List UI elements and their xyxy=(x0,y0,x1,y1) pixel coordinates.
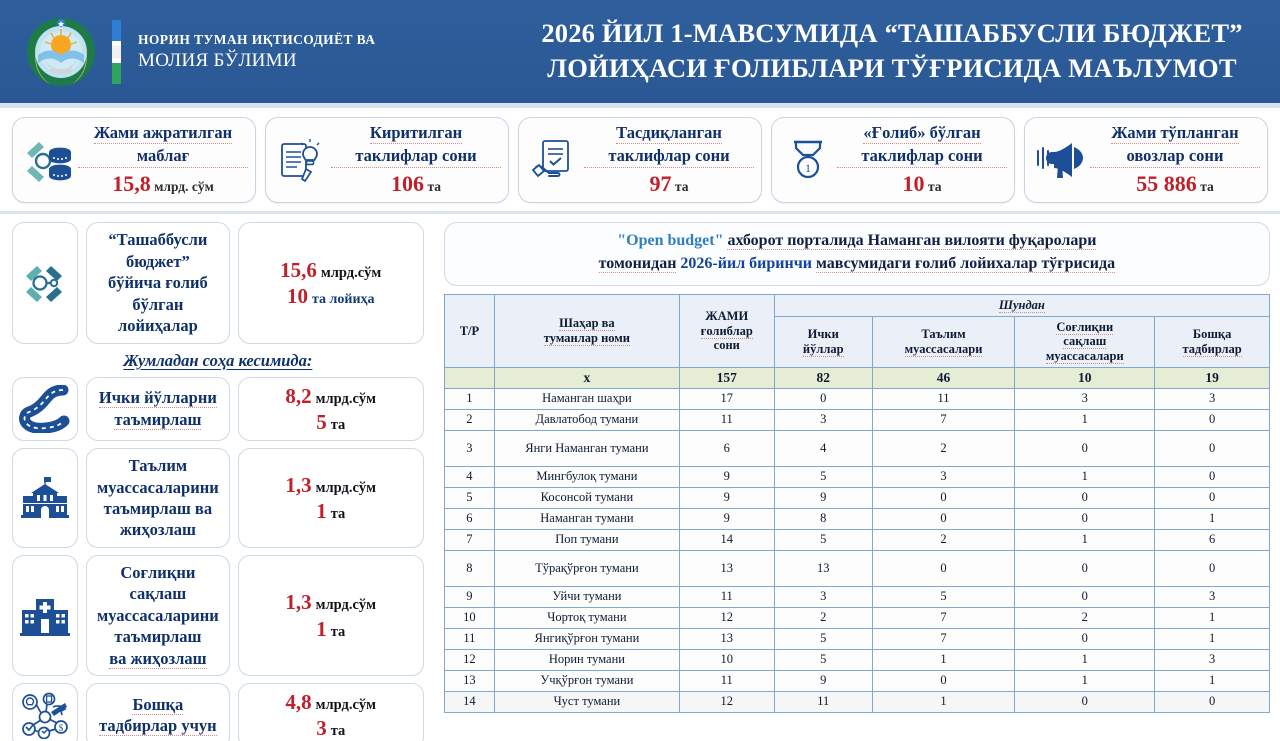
headline-amount-unit: млрд.сўм xyxy=(320,264,382,281)
svg-text:$: $ xyxy=(58,723,64,734)
sector-amount: 8,2 xyxy=(285,383,312,408)
cell-total: 6 xyxy=(679,430,774,466)
budget-shapes-icon xyxy=(12,222,78,343)
cell-education: 7 xyxy=(872,628,1015,649)
cell-district-name: Янги Наманган тумани xyxy=(495,430,680,466)
cell-roads: 5 xyxy=(774,628,872,649)
org-line-1: НОРИН ТУМАН ИҚТИСОДИЁТ ВА xyxy=(138,31,376,47)
cell-health: 0 xyxy=(1015,487,1155,508)
kpi-value: 97 xyxy=(649,170,672,196)
cell-district-name: Мингбулоқ тумани xyxy=(495,466,680,487)
cell-roads: 5 xyxy=(774,466,872,487)
sector-count: 3 xyxy=(316,716,327,741)
cell-education: 7 xyxy=(872,409,1015,430)
kpi-unit: та xyxy=(927,178,942,194)
cell-district-name: Чуст тумани xyxy=(495,691,680,712)
th-other-measures: Бошқа тадбирлар xyxy=(1155,316,1270,367)
cell-health: 1 xyxy=(1015,529,1155,550)
cell-tr: 4 xyxy=(444,466,494,487)
sector-label-line-1: Соғлиқни сақлаш xyxy=(120,562,196,604)
kpi-value-row xyxy=(1090,171,1260,198)
kpi-value-row xyxy=(78,171,248,198)
kpi-label-line-1: Жами тўпланган xyxy=(1111,123,1239,142)
sector-values-health xyxy=(238,555,424,676)
kpi-value: 15,8 xyxy=(112,170,151,196)
kpi-card-total-votes xyxy=(1024,117,1268,203)
banner-year: 2026-йил биринчи xyxy=(680,255,812,273)
table-row[interactable] xyxy=(444,466,1269,487)
cell-district-name: Поп тумани xyxy=(495,529,680,550)
cell-tr: 6 xyxy=(444,508,494,529)
headline-line-1: “Ташаббусли бюджет” xyxy=(108,230,208,271)
cell-roads: 5 xyxy=(774,649,872,670)
cell-total: 17 xyxy=(679,388,774,409)
kpi-label-line-2: таклифлар сони xyxy=(837,146,1007,168)
svg-text:1: 1 xyxy=(805,161,811,176)
banner-text-2b: мавсумидаги ғолиб лойихалар тўғрисида xyxy=(815,255,1116,273)
th-tr: Т/Р xyxy=(444,294,494,367)
kpi-text xyxy=(331,123,501,197)
sector-row-education xyxy=(12,448,424,548)
document-pencil-idea-icon xyxy=(273,137,331,183)
winners-table xyxy=(444,294,1270,713)
cell-other: 0 xyxy=(1155,430,1270,466)
kpi-text xyxy=(837,123,1007,197)
left-headline-values xyxy=(238,222,424,343)
kpi-card-total-funds xyxy=(12,117,256,203)
kpi-text xyxy=(584,123,754,197)
network-ideas-icon xyxy=(12,683,78,741)
kpi-value: 10 xyxy=(902,170,925,196)
th-education-institutions: Таълим муассасалари xyxy=(872,316,1015,367)
sector-amount: 4,8 xyxy=(285,690,312,715)
table-row[interactable] xyxy=(444,409,1269,430)
sector-label-text: Бошқа тадбирлар учун xyxy=(99,694,217,736)
kpi-strip xyxy=(0,108,1280,211)
th-group-shundan: Шундан xyxy=(774,294,1269,316)
kpi-label-line-1: «Ғолиб» бўлган xyxy=(863,123,981,142)
cell-district-name: Тўрақўрғон тумани xyxy=(495,550,680,586)
th-internal-roads: Ички йўллар xyxy=(774,316,872,367)
cell-education: 0 xyxy=(872,550,1015,586)
cell-tr: 8 xyxy=(444,550,494,586)
cell-total: 11 xyxy=(679,586,774,607)
cell-other: 6 xyxy=(1155,529,1270,550)
cell-health: 0 xyxy=(1015,430,1155,466)
table-total-row xyxy=(444,367,1269,388)
cell-district-name: Янгиқўрғон тумани xyxy=(495,628,680,649)
sector-label-line-2: муассасаларини таъмирлаш xyxy=(97,605,219,647)
table-row[interactable] xyxy=(444,487,1269,508)
cell-education: 3 xyxy=(872,466,1015,487)
cell-education: 11 xyxy=(872,388,1015,409)
banner-text-2a: томонидан xyxy=(598,255,677,273)
total-total: 157 xyxy=(679,367,774,388)
cell-education: 0 xyxy=(872,487,1015,508)
cell-other: 3 xyxy=(1155,388,1270,409)
sector-count: 1 xyxy=(316,616,327,641)
cell-education: 2 xyxy=(872,529,1015,550)
table-row[interactable] xyxy=(444,628,1269,649)
cell-health: 3 xyxy=(1015,388,1155,409)
th-district-name: Шаҳар ва туманлар номи xyxy=(495,294,680,367)
left-headline-row xyxy=(12,222,424,343)
cell-roads: 2 xyxy=(774,607,872,628)
coins-money-icon xyxy=(20,137,78,183)
cell-other: 1 xyxy=(1155,607,1270,628)
cell-roads: 4 xyxy=(774,430,872,466)
table-row[interactable] xyxy=(444,508,1269,529)
cell-other: 3 xyxy=(1155,649,1270,670)
cell-other: 0 xyxy=(1155,466,1270,487)
sector-values-other xyxy=(238,683,424,741)
cell-district-name: Норин тумани xyxy=(495,649,680,670)
cell-total: 11 xyxy=(679,670,774,691)
left-headline-text xyxy=(86,222,230,343)
cell-roads: 9 xyxy=(774,670,872,691)
headline-count-unit: та лойиҳа xyxy=(311,292,375,308)
megaphone-icon xyxy=(1032,138,1090,182)
headline-amount-line xyxy=(280,257,381,283)
sector-amount: 1,3 xyxy=(285,472,312,497)
sector-values-roads xyxy=(238,377,424,442)
cell-health: 0 xyxy=(1015,628,1155,649)
road-icon xyxy=(12,377,78,442)
cell-health: 2 xyxy=(1015,607,1155,628)
cell-health: 1 xyxy=(1015,409,1155,430)
sector-amount-unit: млрд.сўм xyxy=(315,479,377,496)
cell-total: 9 xyxy=(679,487,774,508)
kpi-value: 55 886 xyxy=(1136,170,1197,196)
kpi-text xyxy=(78,123,248,197)
kpi-value-row xyxy=(331,171,501,198)
banner-text-1: ахборот порталида Наманган вилояти фуқаролари xyxy=(727,232,1097,250)
cell-total: 14 xyxy=(679,529,774,550)
cell-district-name: Уйчи тумани xyxy=(495,586,680,607)
cell-other: 0 xyxy=(1155,550,1270,586)
sector-label-line-1: Таълим муассасаларини xyxy=(97,456,219,497)
cell-other: 3 xyxy=(1155,586,1270,607)
cell-other: 1 xyxy=(1155,508,1270,529)
table-row[interactable] xyxy=(444,691,1269,712)
page-title xyxy=(520,16,1264,86)
table-row[interactable] xyxy=(444,607,1269,628)
total-name: x xyxy=(495,367,680,388)
kpi-text xyxy=(1090,123,1260,197)
sector-count: 5 xyxy=(316,409,327,434)
headline-line-2: бўйича ғолиб бўлган лойиҳалар xyxy=(108,273,208,336)
cell-total: 13 xyxy=(679,628,774,649)
cell-tr: 1 xyxy=(444,388,494,409)
headline-count: 10 xyxy=(286,284,308,309)
cell-roads: 3 xyxy=(774,409,872,430)
table-header-group-row xyxy=(444,294,1269,316)
cell-education: 7 xyxy=(872,607,1015,628)
sector-amount: 1,3 xyxy=(285,590,312,615)
cell-roads: 9 xyxy=(774,487,872,508)
open-budget-banner xyxy=(444,222,1270,285)
cell-health: 0 xyxy=(1015,550,1155,586)
medal-award-icon xyxy=(779,136,837,184)
cell-district-name: Чортоқ тумани xyxy=(495,607,680,628)
kpi-label-line-2: маблағ xyxy=(78,146,248,168)
sector-row-other xyxy=(12,683,424,741)
kpi-unit: млрд. сўм xyxy=(154,178,214,194)
total-health: 10 xyxy=(1015,367,1155,388)
cell-tr: 11 xyxy=(444,628,494,649)
cell-other: 1 xyxy=(1155,670,1270,691)
cell-district-name: Наманган тумани xyxy=(495,508,680,529)
cell-health: 0 xyxy=(1015,691,1155,712)
cell-education: 2 xyxy=(872,430,1015,466)
cell-health: 0 xyxy=(1015,508,1155,529)
sector-breakdown-note: Жумладан соҳа кесимида: xyxy=(123,350,313,370)
sector-row-health xyxy=(12,555,424,676)
cell-district-name: Наманган шаҳри xyxy=(495,388,680,409)
cell-health: 0 xyxy=(1015,586,1155,607)
cell-education: 1 xyxy=(872,649,1015,670)
kpi-card-approved-proposals xyxy=(518,117,762,203)
headline-amount: 15,6 xyxy=(280,257,317,282)
cell-tr: 9 xyxy=(444,586,494,607)
cell-education: 0 xyxy=(872,670,1015,691)
table-row[interactable] xyxy=(444,649,1269,670)
total-tr xyxy=(444,367,494,388)
emblem-wrap xyxy=(24,15,98,89)
table-row[interactable] xyxy=(444,529,1269,550)
cell-total: 12 xyxy=(679,607,774,628)
kpi-label-line-2: таклифлар сони xyxy=(584,146,754,168)
cell-roads: 3 xyxy=(774,586,872,607)
sector-label-roads xyxy=(86,377,230,442)
cell-tr: 13 xyxy=(444,670,494,691)
cell-total: 9 xyxy=(679,466,774,487)
right-panel xyxy=(434,214,1280,737)
th-total-winners: ЖАМИ ғолиблар сони xyxy=(679,294,774,367)
cell-district-name: Давлатобод тумани xyxy=(495,409,680,430)
headline-count-line xyxy=(287,283,375,309)
kpi-value: 106 xyxy=(390,170,424,196)
cell-roads: 0 xyxy=(774,388,872,409)
hospital-icon xyxy=(12,555,78,676)
sector-count-unit: та xyxy=(330,723,346,740)
sector-count-unit: та xyxy=(330,416,346,433)
kpi-label-line-1: Жами ажратилган xyxy=(93,123,233,142)
sector-count-unit: та xyxy=(330,623,346,640)
org-line-2: МОЛИЯ БЎЛИМИ xyxy=(138,50,297,72)
kpi-unit: та xyxy=(674,178,689,194)
cell-total: 11 xyxy=(679,409,774,430)
total-education: 46 xyxy=(872,367,1015,388)
cell-other: 0 xyxy=(1155,487,1270,508)
kpi-value-row xyxy=(837,171,1007,198)
sector-amount-unit: млрд.сўм xyxy=(315,697,377,714)
kpi-label-line-2: овозлар сони xyxy=(1090,146,1260,168)
cell-total: 13 xyxy=(679,550,774,586)
cell-health: 1 xyxy=(1015,670,1155,691)
cell-roads: 8 xyxy=(774,508,872,529)
kpi-card-winning-proposals xyxy=(771,117,1015,203)
title-line-2: ЛОЙИҲАСИ ҒОЛИБЛАРИ ТЎҒРИСИДА МАЪЛУМОТ xyxy=(547,52,1237,83)
page-content xyxy=(0,108,1280,741)
cell-roads: 13 xyxy=(774,550,872,586)
organization-name xyxy=(138,30,375,73)
cell-other: 0 xyxy=(1155,691,1270,712)
cell-roads: 11 xyxy=(774,691,872,712)
sector-label-other xyxy=(86,683,230,741)
cell-tr: 14 xyxy=(444,691,494,712)
kpi-unit: та xyxy=(427,178,442,194)
columns-wrapper xyxy=(0,214,1280,741)
cell-roads: 5 xyxy=(774,529,872,550)
title-line-1: 2026 ЙИЛ 1-МАВСУМИДА “ТАШАББУСЛИ БЮДЖЕТ” xyxy=(541,18,1243,48)
table-row[interactable] xyxy=(444,388,1269,409)
cell-health: 1 xyxy=(1015,466,1155,487)
left-panel xyxy=(0,214,434,741)
kpi-label-line-2: таклифлар сони xyxy=(331,146,501,168)
kpi-unit: та xyxy=(1200,178,1214,194)
page-header xyxy=(0,0,1280,103)
cell-tr: 7 xyxy=(444,529,494,550)
uzbekistan-flag-strip-icon xyxy=(112,20,121,84)
cell-other: 0 xyxy=(1155,409,1270,430)
cell-tr: 10 xyxy=(444,607,494,628)
cell-other: 1 xyxy=(1155,628,1270,649)
sector-label-text: Ички йўлларни таъмирлаш xyxy=(98,388,217,429)
kpi-label-line-1: Тасдиқланган xyxy=(616,123,722,142)
cell-total: 9 xyxy=(679,508,774,529)
sector-label-health xyxy=(86,555,230,676)
table-row[interactable] xyxy=(444,550,1269,586)
sector-count-unit: та xyxy=(330,506,346,523)
uzbekistan-coat-of-arms-icon xyxy=(24,15,98,89)
cell-education: 5 xyxy=(872,586,1015,607)
total-roads: 82 xyxy=(774,367,872,388)
cell-district-name: Учқўрғон тумани xyxy=(495,670,680,691)
cell-tr: 5 xyxy=(444,487,494,508)
sector-label-line-3: ва жиҳозлаш xyxy=(109,648,207,668)
cell-total: 12 xyxy=(679,691,774,712)
sector-label-education xyxy=(86,448,230,548)
cell-health: 1 xyxy=(1015,649,1155,670)
cell-education: 1 xyxy=(872,691,1015,712)
cell-total: 10 xyxy=(679,649,774,670)
cell-tr: 2 xyxy=(444,409,494,430)
cell-district-name: Косонсой тумани xyxy=(495,487,680,508)
sector-row-roads xyxy=(12,377,424,442)
table-body xyxy=(444,367,1269,712)
sector-amount-unit: млрд.сўм xyxy=(315,390,377,407)
table-row[interactable] xyxy=(444,586,1269,607)
document-check-hand-icon xyxy=(526,137,584,183)
table-row[interactable] xyxy=(444,430,1269,466)
table-row[interactable] xyxy=(444,670,1269,691)
kpi-value-row xyxy=(584,171,754,198)
kpi-card-submitted-proposals xyxy=(265,117,509,203)
kpi-label-line-1: Киритилган xyxy=(369,123,463,142)
th-health-institutions: Соғлиқни сақлаш муассасалари xyxy=(1015,316,1155,367)
sector-count: 1 xyxy=(316,499,327,524)
sector-amount-unit: млрд.сўм xyxy=(315,597,377,614)
total-other: 19 xyxy=(1155,367,1270,388)
sector-label-line-2: таъмирлаш ва жиҳозлаш xyxy=(103,499,213,540)
open-budget-portal-name: "Open budget" xyxy=(617,232,724,250)
cell-tr: 12 xyxy=(444,649,494,670)
cell-tr: 3 xyxy=(444,430,494,466)
sector-values-education xyxy=(238,448,424,548)
school-building-icon xyxy=(12,448,78,548)
cell-education: 0 xyxy=(872,508,1015,529)
